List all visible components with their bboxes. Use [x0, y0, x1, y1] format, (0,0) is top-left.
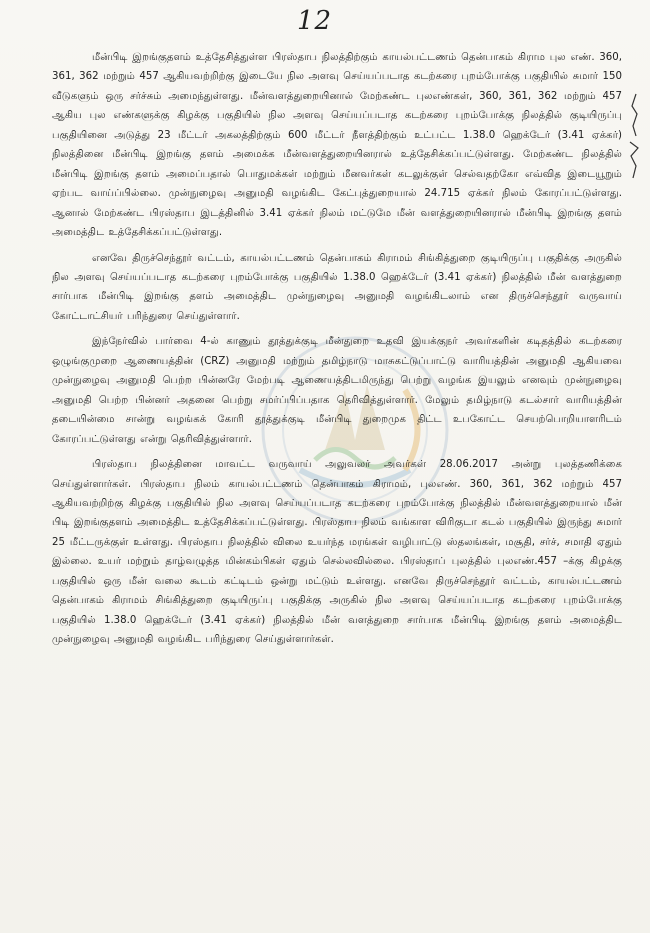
page-number: 12 [297, 6, 333, 36]
document-body [52, 48, 622, 650]
margin-scribble-icon [624, 92, 644, 182]
paragraph: மீன்பிடி இறங்குதளம் உத்தேசித்துள்ள பிரஸ்தாப நிலத்திற்கும் காயல்பட்டணம் தென்பாகம் கிராம புல எண். 360, 361, 362 மற்றும் 457 ஆகியவற்றிற்கு இடையே நில அளவு செய்யப்படாத கடற்கரை புறம்போக்கு பகுதியில் சுமார் 150 வீடுகளும் ஒரு சர்ச்சும் அமைந்துள்ளது. மீன்வளத்துறையினால் மேற்கண்ட புலஎண்கள், 360, 361, 362 மற்றும் 457 ஆகிய புல எண்களுக்கு கிழக்கு பகுதியில் நில அளவு செய்யப்படாத கடற்கரை புறம்போக்கு நிலத்தில் குடியிருப்பு பகுதியினை அடுத்து 23 மீட்டர் அகலத்திற்கும் 600 மீட்டர் நீளத்திற்கும் உட்பட்ட 1.38.0 ஹெக்டேர் (3.41 ஏக்கர்) நிலத்தினை மீன்பிடி இறங்கு தளம் அமைக்க மீன்வளத்துறையினரால் உத்தேசிக்கப்பட்டுள்ளது. மேற்கண்ட நிலத்தில் மீன்பிடி இறங்கு தளம் அமைப்பதால் பொதுமக்கள் மற்றும் மீனவர்கள் கடலுக்குள் செல்வதற்கோ எவ்வித இடையூறும் ஏற்பட வாய்ப்பில்லை. முன்நுழைவு அனுமதி வழங்கிட கேட்புத்துறையால் 24.715 ஏக்கர் நிலம் கோரப்பட்டுள்ளது. ஆனால் மேற்கண்ட பிரஸ்தாப இடத்தினில் 3.41 ஏக்கர் நிலம் மட்டுமே மீன் வளத்துறையினரால் மீன்பிடி இறங்கு தளம் அமைத்திட உத்தேசிக்கப்பட்டுள்ளது. [52, 52, 622, 239]
paragraph: இந்நேர்வில் பார்வை 4-ல் காணும் தூத்துக்குடி மீன்துறை உதவி இயக்குநர் அவர்களின் கடிதத்தில் கடற்கரை ஒழுங்குமுறை ஆணையத்தின் (CRZ) அனுமதி மற்றும் தமிழ்நாடு மாசுகட்டுப்பாட்டு வாரியத்தின் அனுமதி ஆகியவை முன்நுழைவு அனுமதி பெற்ற பின்னரே மேற்படி ஆணையத்திடமிருந்து பெற்று வழங்க இயலும் எனவும் முன்நுழைவு அனுமதி பெற்ற பின்னர் அதனை பெற்று சமர்ப்பிப்பதாக தெரிவித்துள்ளார். மேலும் தமிழ்நாடு கடல்சார் வாரியத்தின் தடையின்மை சான்று வழங்கக் கோரி தூத்துக்குடி மீன்பிடி துறைமுக திட்ட உபகோட்ட செயற்பொறியாளரிடம் கோரப்பட்டுள்ளது என்று தெரிவித்துள்ளார். [52, 336, 622, 445]
paragraph: எனவே திருச்செந்தூர் வட்டம், காயல்பட்டணம் தென்பாகம் கிராமம் சிங்கித்துறை குடியிருப்பு பகுதிக்கு அருகில் நில அளவு செய்யப்படாத கடற்கரை புறம்போக்கு பகுதியில் 1.38.0 ஹெக்டேர் (3.41 ஏக்கர்) நிலத்தில் மீன் வளத்துறை சார்பாக மீன்பிடி இறங்கு தளம் அமைத்திட முன்நுழைவு அனுமதி வழங்கிடலாம் என திருச்செந்தூர் வருவாய் கோட்டாட்சியர் பரிந்துரை செய்துள்ளார். [52, 252, 622, 322]
paragraph: பிரஸ்தாப நிலத்தினை மாவட்ட வருவாய் அலுவலர் அவர்கள் 28.06.2017 அன்று புலத்தணிக்கை செய்துள்ளார்கள். பிரஸ்தாப நிலம் காயல்பட்டணம் தென்பாகம் கிராமம், புலஎண். 360, 361, 362 மற்றும் 457 ஆகியவற்றிற்கு கிழக்கு பகுதியில் நில அளவு செய்யப்படாத கடற்கரை புறம்போக்கு நிலத்தில் மீன்வளத்துறையால் மீன் பிடி இறங்குதளம் அமைத்திட உத்தேசிக்கப்பட்டுள்ளது. பிரஸ்தாப நிலம் வங்காள விரிகுடா கடல் பகுதியில் இருந்து சுமார் 25 மீட்டருக்குள் உள்ளது. பிரஸ்தாப நிலத்தில் விலை உயர்ந்த மரங்கள் வழிபாட்டு ஸ்தலங்கள், மசூதி, சர்ச், சமாதி ஏதும் இல்லை. உயர் மற்றும் தாழ்வழுத்த மின்கம்பிகள் ஏதும் செல்லவில்லை. பிரஸ்தாப் புலத்தில் புலஎண்.457 –க்கு கிழக்கு பகுதியில் ஒரு மீன் வலை கூடம் கட்டிடம் ஒன்று மட்டும் உள்ளது. எனவே திருச்செந்தூர் வட்டம், காயல்பட்டணம் தென்பாகம் கிராமம் சிங்கித்துறை குடியிருப்பு பகுதிக்கு அருகில் நில அளவு செய்யப்படாத கடற்கரை புறம்போக்கு பகுதியில் 1.38.0 ஹெக்டேர் (3.41 ஏக்கர்) நிலத்தில் மீன் வளத்துறை சார்பாக மீன்பிடி இறங்கு தளம் அமைத்திட முன்நுழைவு அனுமதி வழங்கிட பரிந்துரை செய்துள்ளார்கள். [52, 459, 622, 646]
